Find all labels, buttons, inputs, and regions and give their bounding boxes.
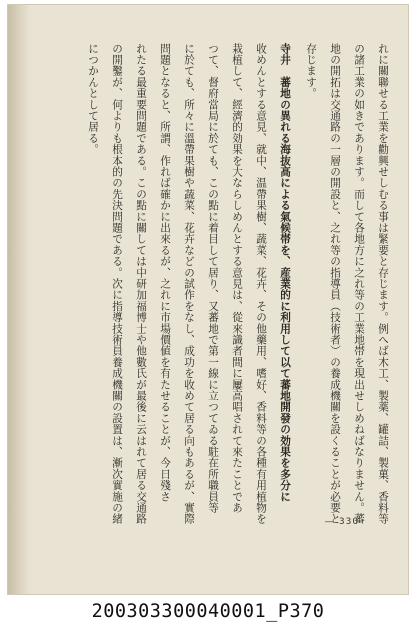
scanned-page	[7, 4, 409, 595]
text-column: れに關聯せる工業を勸興せしむる事は緊要と存じます。例へば木工、製薬、罐詰、製菓、香料等	[377, 43, 389, 525]
text-column: に於ても、所々に溫帶果樹や蔬菜、花卉などの試作をなし、成功を收めて居る向もあるが、實際	[183, 43, 195, 525]
text-column: 收めんとする意見、就中、温帶果樹、蔬菜、花卉、その他藥用、嗜好、香料等の各種有用植物を	[255, 43, 267, 525]
text-column: 地の開拓は交通路の一層の開設と、之れ等の指導員（技術者）の養成機關を設くることが必要と	[329, 43, 341, 525]
text-column: 問題となると、所謂、作れば確かに出來るが、之れに市場價値を有たせることが、今日殘さ	[159, 43, 171, 503]
page-number: ― 330	[325, 517, 360, 527]
text-column: れたる最重要問題である。この點に關しては中研加福博士や他數氏が最後に云はれて居る交通路	[135, 43, 147, 525]
text-column: の諸工業の如きであります。而して各地方に之れ等の工業地帯を現出せしめねばなりません。蕃	[353, 43, 365, 525]
text-column: つて、督府當局に於ても、この點に着目して居り、又蕃地で第一線に立つてゐる駐在所職員等	[207, 43, 219, 514]
text-column: の開鑿が、何よりも根本的の先決問題である。次に指導技術員養成機關の設置は、漸次實施の緒	[111, 43, 123, 525]
page-body	[38, 5, 408, 594]
text-column: につかんとして居る。	[87, 43, 99, 155]
text-column: 栽植して、經濟的効果を大ならしめんとする意見は、從來識者間に屢高唱されて來たことであ	[231, 43, 243, 514]
text-column: 寺井 蕃地の異れる海抜高による氣候帯を、産業的に利用して以て蕃地開發の効果を多分に	[279, 43, 291, 503]
text-column: 存じます。	[305, 43, 317, 99]
image-id-caption: 200303300040001_P370	[91, 601, 325, 622]
book-gutter	[8, 5, 30, 594]
